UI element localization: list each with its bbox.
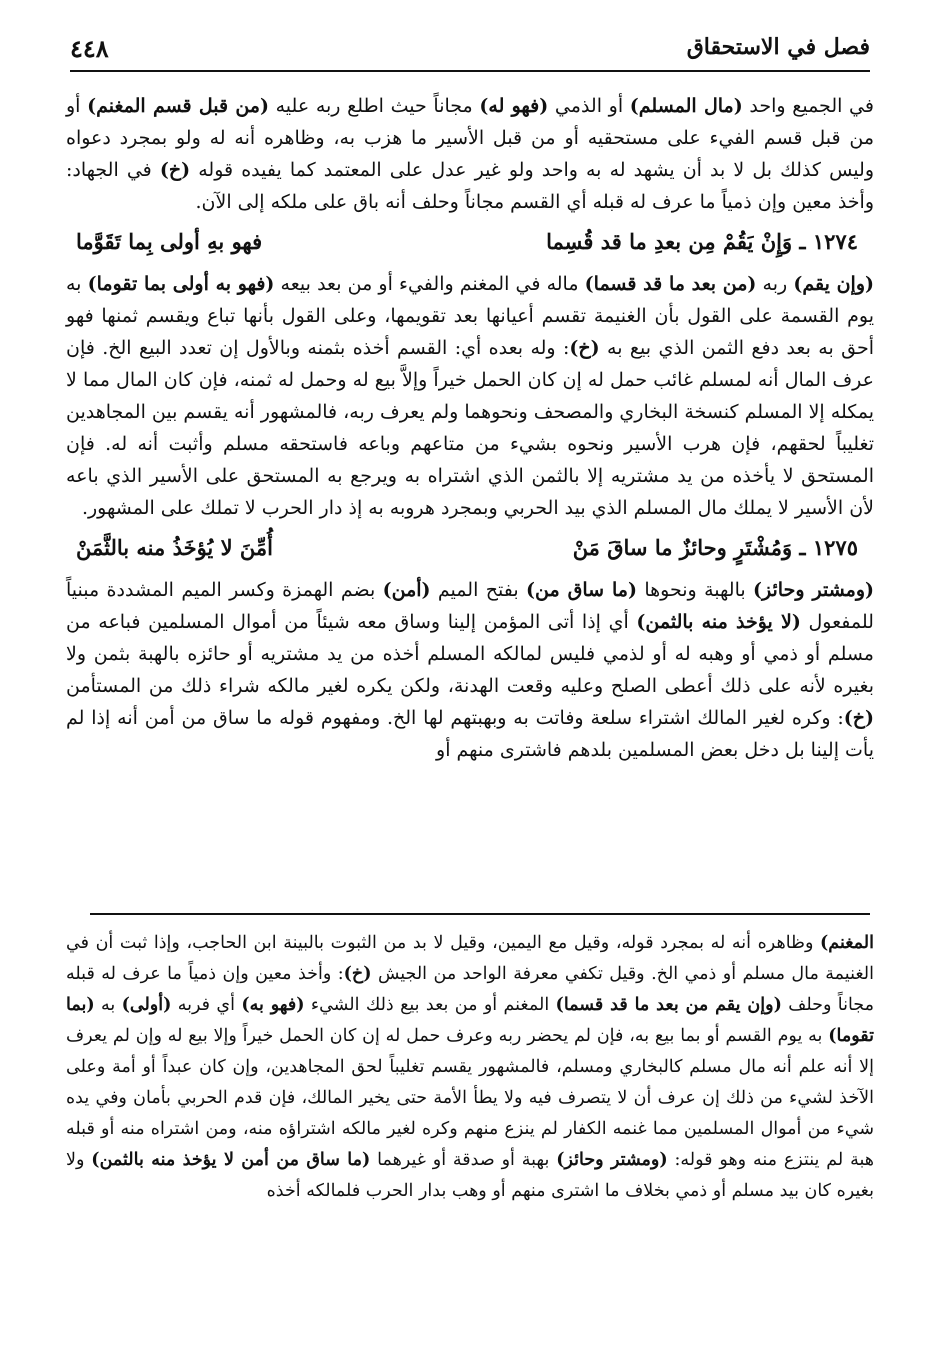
verse-second-hemistich: أُمِّنَ لا يُؤخَذُ منه بالثَّمَنْ [76, 535, 273, 560]
bold-quote: (من بعد ما قد قسما) [584, 273, 757, 295]
text-run: به [94, 995, 122, 1015]
bold-quote: (فهو له) [479, 95, 549, 117]
footnote-divider [90, 913, 870, 915]
bold-quote: (خ) [159, 159, 191, 181]
text-run: : وله بعده أي: القسم أخذه بثمنه وبالأول إن تعدد البيع الخ. فإن عرف المال أنه لمسلم غائب حمل له إن كان الحمل خيراً وإلاَّ بيع له وحمل له ثمنه، فإن كان المال مما لا يمكله إلا المسلم كنسخة البخاري والمصحف ونحوهما ولم يعرف ربه، فالمشهور أنه يقسم بين المجاهدين تغليباً لحقهم، فإن هرب الأسير ونحوه بشيء من متاعهم وباعه فاستحقه مسلم وأثبت أنه له. فإن المستحق لا يأخذه من يد مشتريه إلا بالثمن الذي اشتراه به ويرجع به المستحق على الأسير الذي باعه لأن الأسير لا يملك مال المسلم الذي بيد الحربي وبمجرد هروبه به إذ دار الحرب لا تملك على المشهور. [66, 337, 874, 519]
bold-quote: (أمن) [382, 579, 431, 601]
text-run: : وأخذ معين وإن ذمياً ما عرف له قبله مجاناً وحلف [66, 964, 874, 1015]
page-header [70, 30, 870, 72]
text-run: : وكره لغير المالك اشتراء سلعة وفاتت به وبهبتهم لها الخ. ومفهوم قوله ما ساق من أمن أنه إذا لم يأت إلينا بل دخل بعض المسلمين بلدهم فاشترى منهم أو [66, 707, 874, 761]
bold-quote: (وإن يقم) [793, 273, 875, 295]
bold-quote: (من قبل قسم المغنم) [87, 95, 269, 117]
bold-quote: (مال المسلم) [629, 95, 743, 117]
text-run: به يوم القسم أو بما بيع به، فإن لم يحضر ربه وعرف حمل له إن كان الحمل خيراً وإلا بيع له وإن لم يعرف إلا أنه علم أنه مال مسلم كالبخاري ومسلم، فالمشهور يقسم تغليباً لحق المجاهدين، وإن كان عبداً أو أمة وعلى الآخذ لشيء من ذلك إن عرف أن لا يتصرف فيه ولا يطأ الأمة حتى يخير المالك، فإن قدم الحربي بأمان وفي يده شيء من أموال المسلمين مما غنمه الكفار لم ينزع منهم وكره لغير مالكه اشتراؤه منه، ومن اشتراه منه أو قبله هبة لم ينتزع منه وهو قوله: [66, 1026, 874, 1170]
text-run: مجاناً حيث اطلع ربه عليه [268, 95, 480, 117]
text-run: أو من قبل قسم الفيء على مستحقيه أو من قبل الأسير ما هزب به، وظاهره أنه له ولو بمجرد دعواه وليس كذلك بل لا بد أن يشهد له به واحد ولو غير عدل على المعتمد كما يفيده قوله [66, 95, 874, 181]
text-run: أي فربه [171, 995, 242, 1015]
text-run: أي إذا أتى المؤمن إلينا وساق معه شيئاً من أموال المسلمين فباعه من مسلم أو ذمي أو وهبه له أو لذمي فليس لمالكه المسلم أخذه من يد مشتريه أو حائزه بالهبة بثمن ولا بغيره لأنه على ذلك أعطى الصلح وعليه وقعت الهدنة، ولكن يكره لغير مالكه شراء ذلك من المستأمن [66, 611, 874, 697]
bold-quote: (خ) [843, 707, 874, 729]
text-run: في الجهاد: وأخذ معين وإن ذمياً ما عرف له قبله أي القسم مجاناً وحلف أنه باق على ملكه إلى الآن. [66, 159, 874, 213]
verse-line [66, 526, 874, 570]
running-title: فصل في الاستحقاق [686, 34, 870, 60]
bold-quote: المغنم) [820, 933, 874, 953]
bold-quote: (أولى) [121, 995, 172, 1015]
text-run: ربه [756, 273, 794, 295]
paragraph [66, 90, 874, 218]
main-text [66, 90, 874, 766]
bold-quote: (بما تقوما) [66, 995, 874, 1046]
text-run: بفتح الميم [430, 579, 527, 601]
bold-quote: (خ) [569, 337, 600, 359]
text-run: وظاهره أنه له بمجرد قوله، وقيل مع اليمين، وقيل لا بد من الثبوت بالبينة ابن الحاجب، وإذا ثبت أن في الغنيمة مال مسلم أو ذمي الخ. وقيل تكفي معرفة الواحد من الجيش [66, 933, 874, 984]
page-number: ٤٤٨ [70, 34, 109, 63]
bold-quote: (فهو به أولى بما تقوما) [87, 273, 275, 295]
paragraph [66, 574, 874, 766]
text-run: بالهبة ونحوها [636, 579, 754, 601]
bold-quote: (فهو به) [241, 995, 305, 1015]
bold-quote: (ما ساق من) [526, 579, 637, 601]
text-run: بضم الهمزة وكسر الميم المشددة مبنياً للمفعول [66, 579, 874, 633]
text-run: به يوم القسمة على القول بأن الغنيمة تقسم أعيانها بعد تقويمها، وعلى القول بأنها تباع ويقسم ثمنها فهو أحق به بعد دفع الثمن الذي بيع به [66, 273, 875, 359]
text-run: في الجميع واحد [742, 95, 874, 117]
verse-line [66, 220, 874, 264]
paragraph [66, 268, 874, 524]
bold-quote: (ما ساق من أمن لا يؤخذ منه بالثمن) [91, 1150, 371, 1170]
footnote-text [66, 928, 874, 1207]
text-run: ولا بغيره كان بيد مسلم أو ذمي بخلاف ما اشترى منهم أو وهب بدار الحرب فلمالكه أخذه [66, 1150, 874, 1201]
bold-quote: (ومشتر وحائز) [556, 1150, 668, 1170]
bold-quote: (وإن يقم من بعد ما قد قسما) [555, 995, 782, 1015]
text-run: المغنم أو من بعد بيع ذلك الشيء [304, 995, 556, 1015]
text-run: ماله في المغنم والفيء أو من بعد بيعه [274, 273, 585, 295]
verse-first-hemistich: ١٢٧٤ ـ وَإِنْ يَقُمْ مِن بعدِ ما قد قُسِما [546, 229, 858, 254]
footnote-paragraph [66, 928, 874, 1207]
bold-quote: (ومشتر وحائز) [753, 579, 874, 601]
text-run: بهبة أو صدقة أو غيرهما [370, 1150, 557, 1170]
verse-second-hemistich: فهو بهِ أولى بِما تَقَوَّما [76, 229, 263, 254]
text-run: أو الذمي [548, 95, 630, 117]
bold-quote: (خ) [343, 964, 372, 984]
verse-first-hemistich: ١٢٧٥ ـ وَمُشْتَرٍ وحائزٌ ما ساقَ مَنْ [572, 535, 858, 560]
bold-quote: (لا يؤخذ منه بالثمن) [636, 611, 801, 633]
